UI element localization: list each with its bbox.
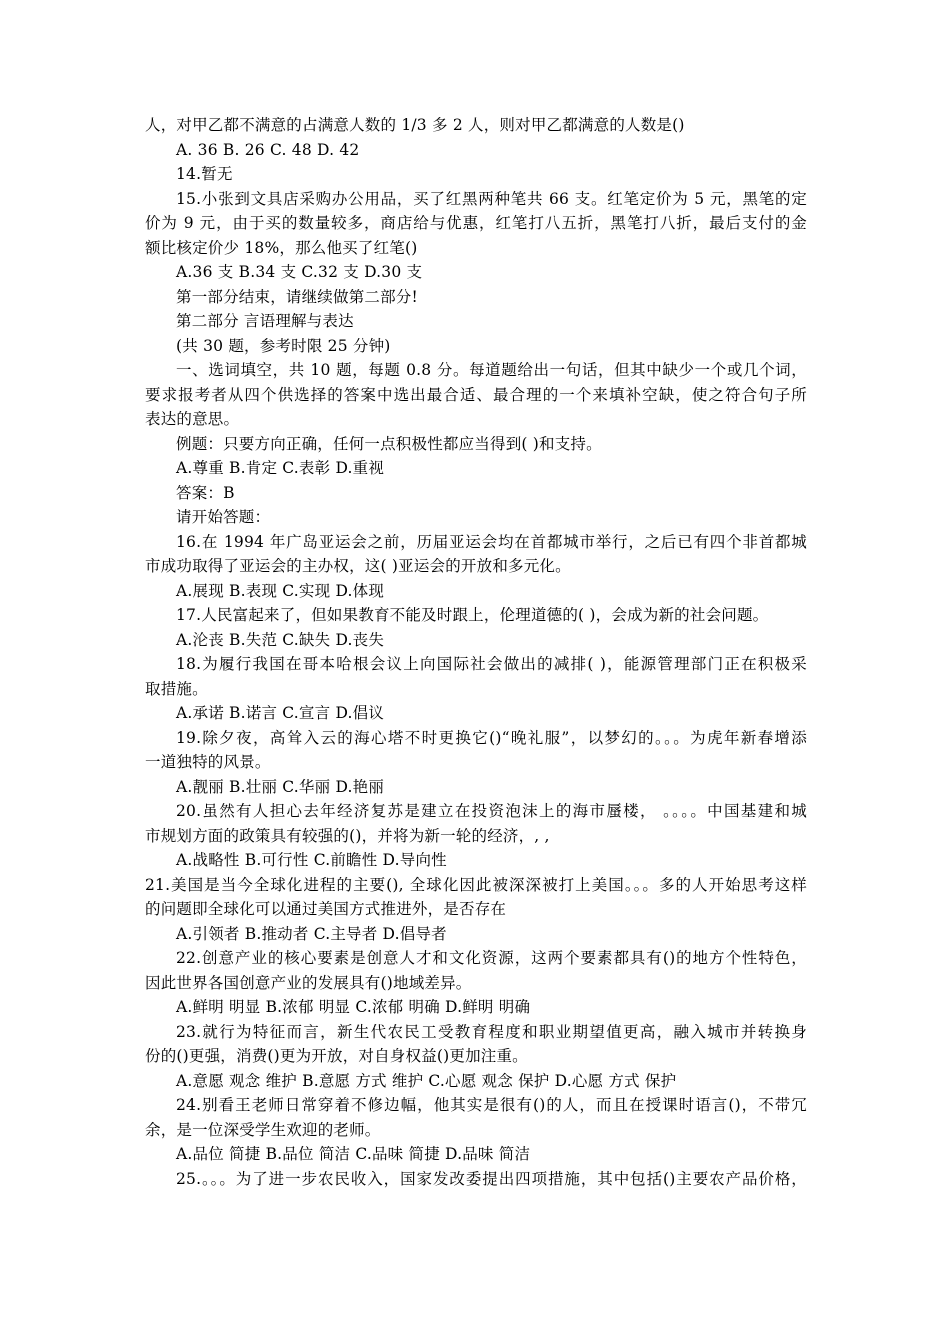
text-line: 20.虽然有人担心去年经济复苏是建立在投资泡沫上的海市蜃楼， 。。。。中国基建和城 [176, 802, 807, 820]
text-line: 一、选词填空，共 10 题，每题 0.8 分。每道题给出一句话，但其中缺少一个或几个词， [176, 361, 807, 379]
text-line: 余，是一位深受学生欢迎的老师。 [145, 1120, 381, 1139]
document-body [145, 113, 807, 1191]
text-line: 价为 9 元，由于买的数量较多，商店给与优惠，红笔打八五折，黑笔打八折，最后支付的金 [145, 214, 807, 232]
text-line: A.36 支 B.34 支 C.32 支 D.30 支 [176, 263, 423, 281]
text-line: 第一部分结束，请继续做第二部分! [176, 287, 418, 306]
text-line: A.鲜明 明显 B.浓郁 明显 C.浓郁 明确 D.鲜明 明确 [176, 998, 531, 1016]
text-line: 23.就行为特征而言，新生代农民工受教育程度和职业期望值更高，融入城市并转换身 [176, 1022, 807, 1041]
text-line: 表达的意思。 [145, 410, 240, 428]
text-line: 市规划方面的政策具有较强的()，并将为新一轮的经济，, , [145, 826, 550, 845]
text-line: (共 30 题，参考时限 25 分钟) [176, 336, 391, 355]
text-line: 答案：B [176, 483, 235, 502]
text-line: 的问题即全球化可以通过美国方式推进外，是否存在 [145, 900, 507, 918]
text-line: A.靓丽 B.壮丽 C.华丽 D.艳丽 [176, 777, 385, 796]
text-line: 因此世界各国创意产业的发展具有()地域差异。 [145, 973, 472, 992]
text-line: 额比核定价少 18%，那么他买了红笔() [145, 238, 418, 257]
text-line: 16.在 1994 年广岛亚运会之前，历届亚运会均在首都城市举行，之后已有四个非首都城 [176, 532, 807, 551]
text-line: A.展现 B.表现 C.实现 D.体现 [176, 581, 385, 600]
text-line: 18.为履行我国在哥本哈根会议上向国际社会做出的减排( )，能源管理部门正在积极采 [176, 655, 807, 673]
text-line: 一道独特的风景。 [145, 753, 271, 771]
text-line: 例题：只要方向正确，任何一点积极性都应当得到( )和支持。 [176, 434, 602, 453]
text-line: A.品位 简捷 B.品位 简洁 C.品味 简捷 D.品味 简洁 [176, 1145, 531, 1163]
text-line: 25.。。。为了进一步农民收入，国家发改委提出四项措施，其中包括()主要农产品价格， [176, 1169, 807, 1188]
text-line: 15.小张到文具店采购办公用品，买了红黑两种笔共 66 支。红笔定价为 5 元，黑笔的定 [176, 189, 807, 208]
text-line: A.承诺 B.诺言 C.宣言 D.倡议 [176, 704, 385, 722]
text-line: A. 36 B. 26 C. 48 D. 42 [176, 140, 360, 159]
text-line: 份的()更强，消费()更为开放，对自身权益()更加注重。 [145, 1047, 528, 1065]
text-line: 取措施。 [145, 679, 208, 698]
text-line: 市成功取得了亚运会的主办权，这( )亚运会的开放和多元化。 [145, 557, 571, 575]
text-line: 请开始答题： [176, 508, 271, 526]
text-line: 第二部分 言语理解与表达 [176, 312, 354, 330]
text-line: A.尊重 B.肯定 C.表彰 D.重视 [176, 459, 385, 477]
text-line: 24.别看王老师日常穿着不修边幅，他其实是很有()的人，而且在授课时语言()，不带冗 [176, 1096, 807, 1114]
text-line: 19.除夕夜，高耸入云的海心塔不时更换它()“晚礼服”，以梦幻的。。。为虎年新春增添 [176, 728, 807, 747]
text-line: A.沦丧 B.失范 C.缺失 D.丧失 [176, 630, 385, 649]
text-line: 14.暂无 [176, 165, 233, 183]
text-line: 22.创意产业的核心要素是创意人才和文化资源，这两个要素都具有()的地方个性特色， [176, 949, 807, 967]
text-line: A.战略性 B.可行性 C.前瞻性 D.导向性 [176, 851, 447, 869]
text-line: 21.美国是当今全球化进程的主要(), 全球化因此被深深被打上美国。。。多的人开始思考这样 [145, 875, 807, 894]
text-line: A.意愿 观念 维护 B.意愿 方式 维护 C.心愿 观念 保护 D.心愿 方式 保护 [176, 1071, 677, 1090]
text-line: A.引领者 B.推动者 C.主导者 D.倡导者 [176, 924, 447, 943]
text-line: 人，对甲乙都不满意的占满意人数的 1/3 多 2 人，则对甲乙都满意的人数是() [145, 116, 685, 134]
text-line: 17.人民富起来了，但如果教育不能及时跟上，伦理道德的( )，会成为新的社会问题。 [176, 606, 769, 624]
text-line: 要求报考者从四个供选择的答案中选出最合适、最合理的一个来填补空缺，使之符合句子所 [145, 385, 807, 404]
